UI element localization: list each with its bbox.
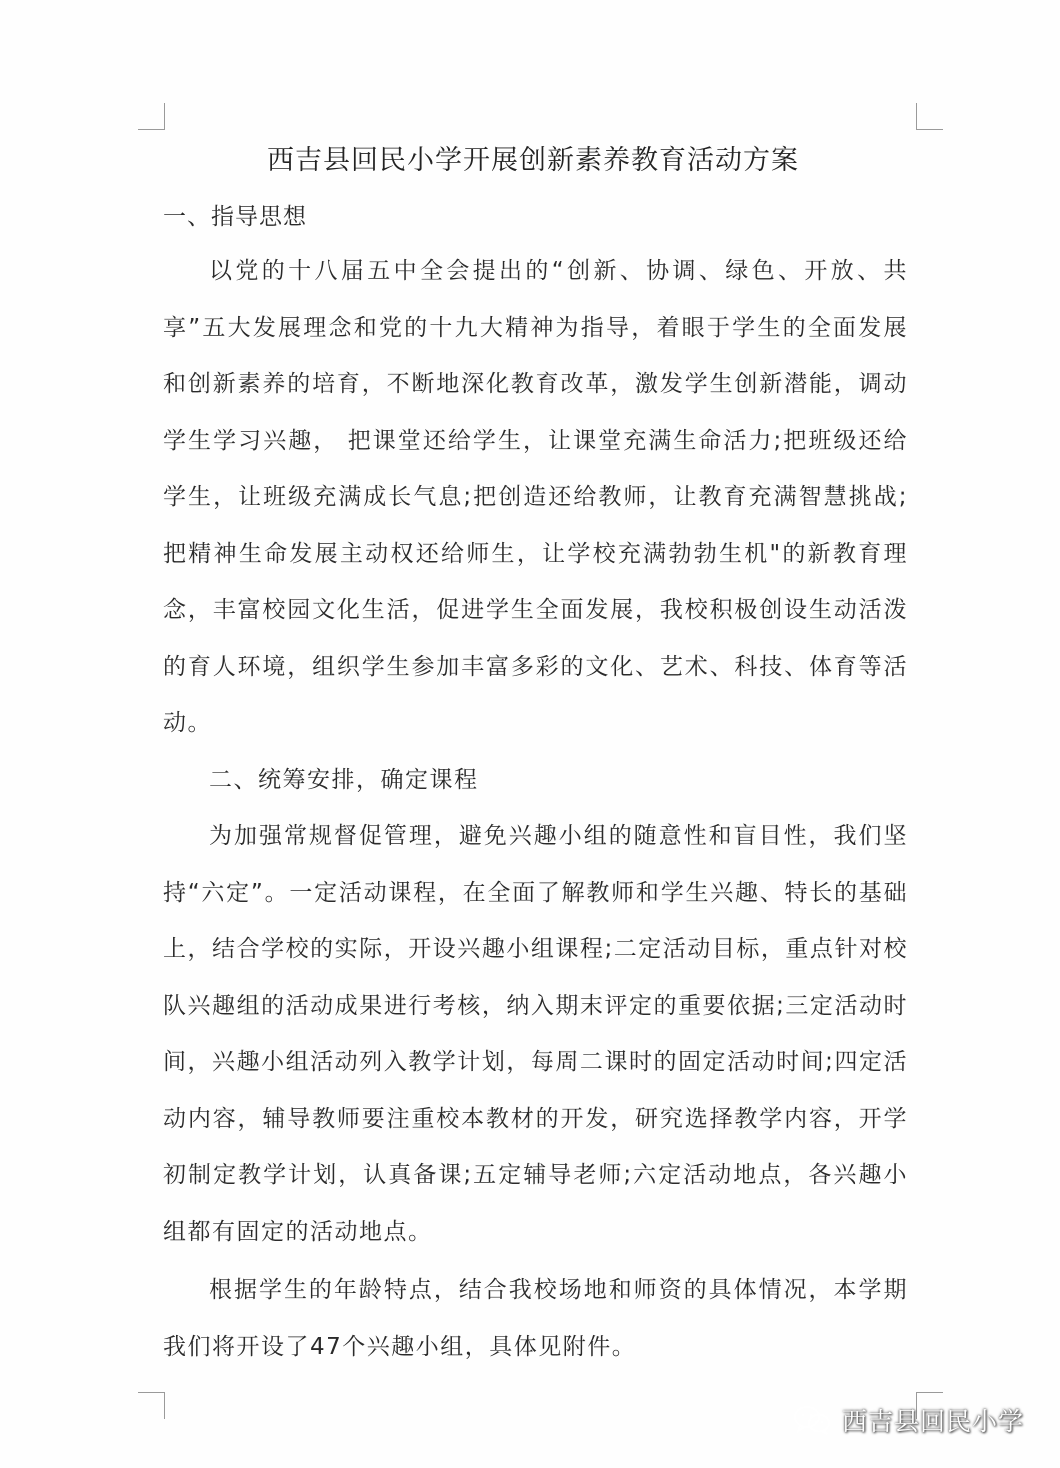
page-corner-mark-bottom-left [138, 1392, 165, 1419]
page-corner-mark-top-right [916, 103, 943, 130]
paragraph-six-fixed: 为加强常规督促管理，避免兴趣小组的随意性和盲目性，我们坚持“六定”。一定活动课程，在全面了解教师和学生兴趣、特长的基础上，结合学校的实际，开设兴趣小组课程;二定活动目标，重点针对校队兴趣组的活动成果进行考核，纳入期末评定的重要依据;三定活动时间，兴趣小组活动列入教学计划，每周二课时的固定活动时间;四定活动内容，辅导教师要注重校本教材的开发，研究选择教学内容，开学初制定教学计划，认真备课;五定辅导老师;六定活动地点，各兴趣小组都有固定的活动地点。 [163, 823, 908, 1245]
page-corner-mark-top-left [138, 103, 165, 130]
paragraph-interest-groups: 根据学生的年龄特点，结合我校场地和师资的具体情况，本学期我们将开设了47个兴趣小组，具体见附件。 [163, 1277, 908, 1360]
section-heading-guiding-ideology: 一、指导思想 [163, 204, 307, 230]
section-heading-course-planning: 二、统筹安排，确定课程 [209, 767, 479, 793]
wechat-icon [792, 1403, 832, 1437]
watermark-account-name: 西吉县回民小学 [841, 1407, 1024, 1436]
wechat-watermark [792, 1402, 1024, 1438]
paragraph-guiding-ideology: 以党的十八届五中全会提出的“创新、协调、绿色、开放、共享”五大发展理念和党的十九大精神为指导，着眼于学生的全面发展和创新素养的培育，不断地深化教育改革，激发学生创新潜能，调动学生学习兴趣， 把课堂还给学生，让课堂充满生命活力;把班级还给学生，让班级充满成长气息;把创造还给教师，让教育充满智慧挑战;把精神生命发展主动权还给师生，让学校充满勃勃生机"的新教育理念，丰富校园文化生活，促进学生全面发展，我校积极创设生动活泼的育人环境，组织学生参加丰富多彩的文化、艺术、科技、体育等活动。 [163, 258, 908, 736]
document-title: 西吉县回民小学开展创新素养教育活动方案 [267, 145, 799, 176]
